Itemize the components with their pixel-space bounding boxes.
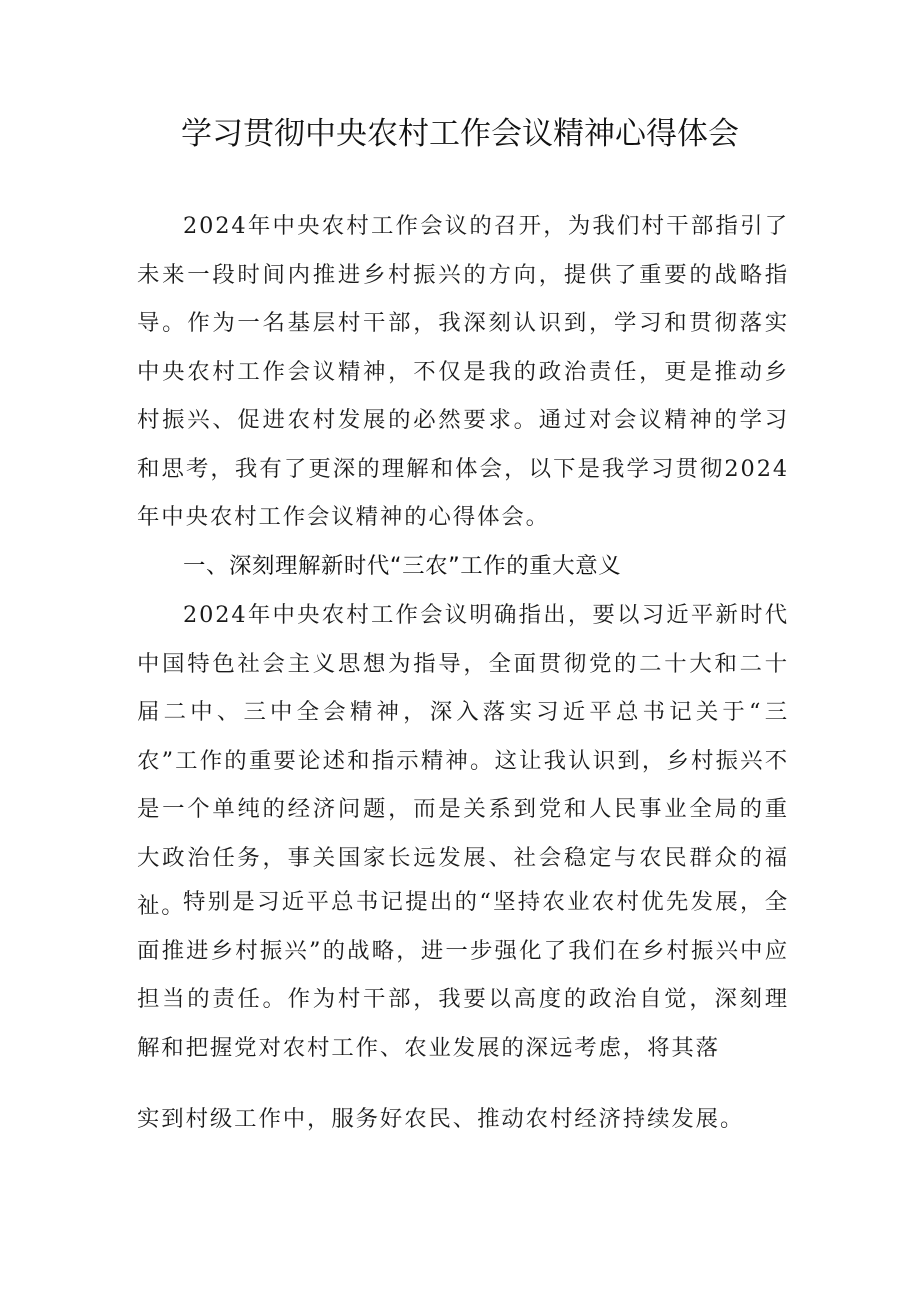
intro-paragraph: 2024年中央农村工作会议的召开，为我们村干部指引了未来一段时间内推进乡村振兴的方向，提供了重要的战略指导。作为一名基层村干部，我深刻认识到，学习和贯彻落实中央农村工作会议精神，不仅是我的政治责任，更是推动乡村振兴、促进农村发展的必然要求。通过对会议精神的学习和思考，我有了更深的理解和体会，以下是我学习贯彻2024年中央农村工作会议精神的心得体会。 bbox=[137, 213, 789, 530]
section-1-paragraph-2: 特别是习近平总书记提出的“坚持农业农村优先发展，全面推进乡村振兴”的战略，进一步强化了我们在乡村振兴中应担当的责任。作为村干部，我要以高度的政治自觉，深刻理解和把握党对农村工作、农业发展的深远考虑，将其落 bbox=[137, 889, 789, 1061]
section-1-paragraph-continuation: 实到村级工作中，服务好农民、推动农村经济持续发展。 bbox=[137, 1106, 745, 1132]
section-heading-1: 一、深刻理解新时代“三农”工作的重大意义 bbox=[183, 553, 622, 579]
document-title: 学习贯彻中央农村工作会议精神心得体会 bbox=[181, 116, 739, 152]
section-1-paragraph-1: 2024年中央农村工作会议明确指出，要以习近平新时代中国特色社会主义思想为指导，全面贯彻党的二十大和二十届二中、三中全会精神，深入落实习近平总书记关于“三农”工作的重要论述和指示精神。这让我认识到，乡村振兴不是一个单纯的经济问题，而是关系到党和人民事业全局的重大政治任务，事关国家长远发展、社会稳定与农民群众的福祉。 bbox=[137, 602, 789, 919]
